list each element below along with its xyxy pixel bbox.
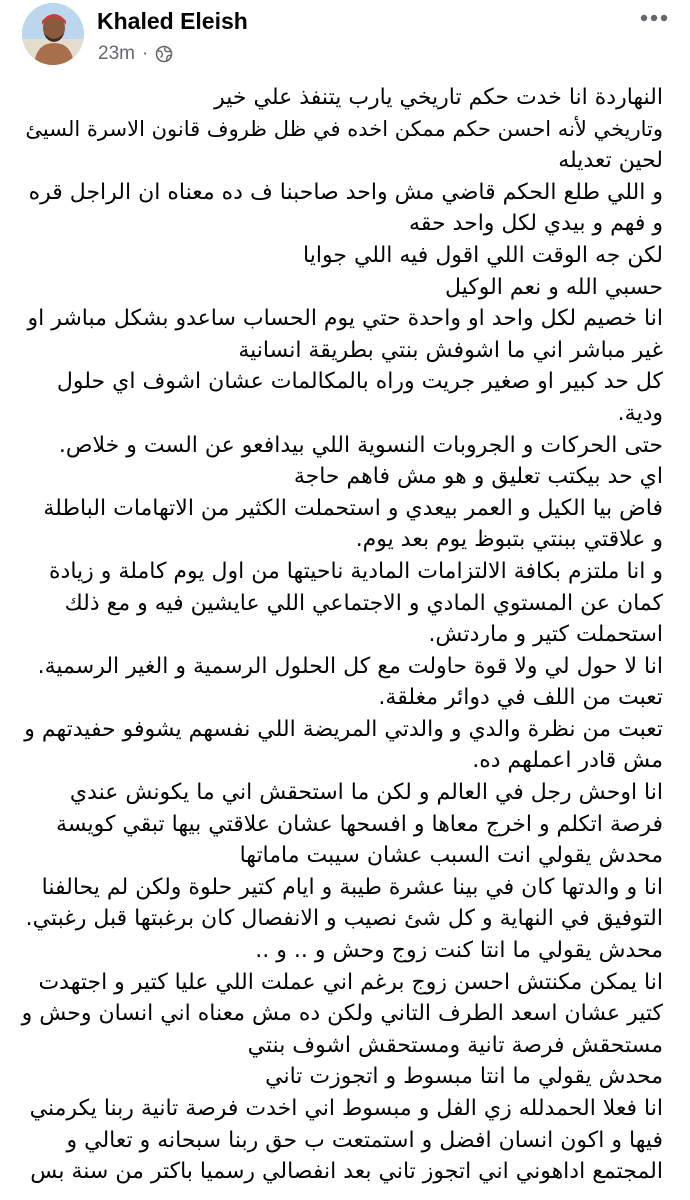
post-text-line: لحين تعديله	[558, 148, 663, 174]
post-text-line: اي حد بيكتب تعليق و هو مش فاهم حاجة	[293, 464, 663, 490]
post-text-line: انا لا حول لي ولا قوة حاولت مع كل الحلول الرسمية و الغير الرسمية.	[37, 653, 663, 679]
post-text-line: انا يمكن مكنتش احسن زوج برغم اني عملت اللي عليا كتير و اجتهدت	[38, 969, 663, 995]
post-text-line: حتى الحركات و الجروبات النسوية اللي بيدافعو عن الست و خلاص.	[58, 432, 663, 458]
post-text-line: و انا ملتزم بكافة الالتزامات المادية ناحيتها من اول يوم كاملة و زيادة	[49, 558, 663, 584]
post-text-line: حسبي الله و نعم الوكيل	[444, 274, 663, 300]
post-text-line: و اللي طلع الحكم قاضي مش واحد صاحبنا ف ده معناه ان الراجل قره	[28, 179, 663, 205]
post-text-line: انا و والدتها كان في بينا عشرة طيبة و ايام كتير حلوة ولكن لم يحالفنا	[41, 874, 663, 900]
post-text-line: تعبت من نظرة والدي و والدتي المريضة اللي نفسهم يشوفو حفيدتهم و	[24, 716, 663, 742]
separator-dot: ·	[141, 43, 149, 64]
post-text-line: فاض بيا الكيل و العمر بيعدي و استحملت الكثير من الاتهامات الباطلة	[43, 495, 663, 521]
post-header	[0, 0, 690, 76]
post-text-line: محدش يقولي ما انتا كنت زوج وحش و .. و ..	[255, 938, 663, 964]
post-text-line: و علاقتي ببنتي بتبوظ يوم بعد يوم.	[355, 527, 663, 553]
post-text-line: فرصة اتكلم و اخرج معاها و افسحها عشان علاقتي بيها تبقي كويسة	[56, 811, 663, 837]
post-time[interactable]: 23m	[98, 43, 135, 64]
post-text-line: كتير عشان اسعد الطرف التاني ولكن ده مش معناه اني انسان وحش و	[21, 1001, 663, 1027]
post-text-line: و فهم و بيدي لكل واحد حقه	[409, 211, 663, 237]
post-text-line: فيها و اكون انسان افضل و استمتعت ب حق ربنا سبحانه و تعالي و	[66, 1127, 663, 1153]
post-text-line: محدش يقولي انت السبب عشان سيبت ماماتها	[239, 843, 663, 869]
post-text-line: انا اوحش رجل في العالم و لكن ما استحقش اني ما يكونش عندي	[69, 780, 663, 806]
post-text-line: انا خصيم لكل واحد او واحدة حتي يوم الحساب ساعدو بشكل مباشر او	[27, 306, 663, 332]
post-text-line: لكن جه الوقت اللي اقول فيه اللي جوايا	[303, 242, 663, 268]
post-text-line: كل حد كبير او صغير جريت وراه بالمكالمات عشان اشوف اي حلول	[56, 369, 663, 395]
post-text-line: انا فعلا الحمدلله زي الفل و مبسوط اني اخدت فرصة تانية ربنا يكرمني	[29, 1096, 663, 1121]
globe-icon[interactable]	[155, 45, 173, 63]
post-text-line: محدش يقولي ما انتا مبسوط و اتجوزت تاني	[265, 1064, 663, 1090]
post-text-line: مستحقش فرصة تانية ومستحقش اشوف بنتي	[247, 1032, 663, 1058]
author-name[interactable]: Khaled Eleish	[97, 8, 248, 34]
post-text-line: ودية.	[617, 400, 663, 426]
post-text	[18, 82, 663, 1188]
post-text-line: وتاريخي لأنه احسن حكم ممكن اخده في ظل ظروف قانون الاسرة السيئ	[25, 116, 663, 141]
post-text-line: استحملت كتير و ماردتش.	[428, 622, 663, 648]
post-meta	[98, 43, 173, 65]
post-text-line: غير مباشر اني ما اشوفش بنتي بطريقة انسانية	[238, 337, 663, 363]
post-text-line: تعبت من اللف في دوائر مغلقة.	[378, 685, 663, 711]
more-options-button[interactable]	[636, 6, 672, 30]
post-text-line: التوفيق في النهاية و كل شئ نصيب و الانفصال كان برغبتها قبل رغبتي.	[25, 906, 663, 932]
post-text-line: المجتمع اداهوني اني اتجوز تاني بعد انفصالي رسميا باكتر من سنة بس	[30, 1159, 663, 1185]
avatar[interactable]	[22, 3, 84, 65]
post-text-line: النهاردة انا خدت حكم تاريخي يارب يتنفذ علي خير	[214, 85, 663, 110]
post-text-line: مش قادر اعملهم ده.	[472, 748, 663, 774]
more-options-icon	[636, 6, 672, 30]
post-text-line: كمان عن المستوي المادي و الاجتماعي اللي عايشين فيه و مع ذلك	[64, 590, 663, 616]
